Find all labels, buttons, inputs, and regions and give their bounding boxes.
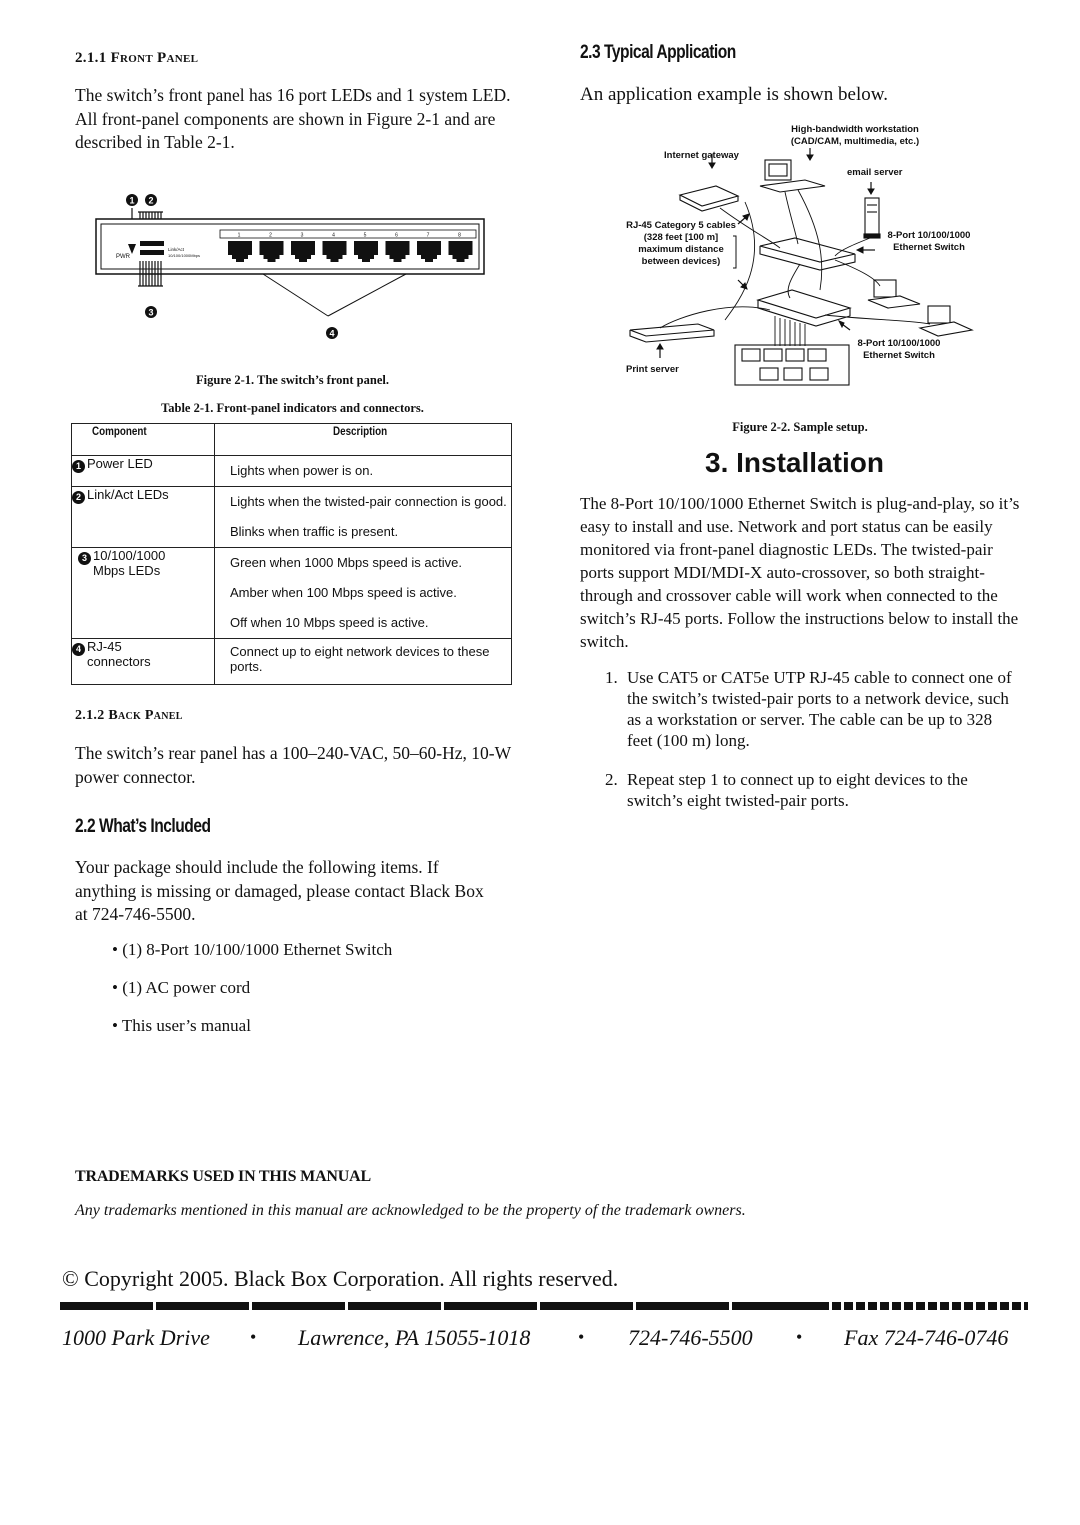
speed-led-row: [140, 250, 164, 255]
install-step: [605, 769, 1019, 811]
trademarks-heading: TRADEMARKS USED IN THIS MANUAL: [75, 1168, 371, 1185]
cable-spec-label: RJ-45 Category 5 cables (328 feet [100 m] maximum distance between devices): [626, 220, 736, 267]
front-panel-figure: [88, 186, 498, 346]
front-panel-table: [71, 423, 512, 685]
arrow-up-icon: [657, 344, 663, 349]
arrow-down-icon: [807, 155, 813, 160]
included-item: • (1) 8-Port 10/100/1000 Ethernet Switch: [112, 940, 393, 959]
arrow-up-left-icon: [839, 321, 844, 327]
figure-2-2-caption: Figure 2-2. Sample setup.: [732, 420, 868, 434]
table-cell-description: [215, 639, 512, 685]
footer-separator: •: [250, 1327, 257, 1347]
svg-text:4: 4: [329, 328, 335, 339]
ethernet-switch-2-icon: [758, 290, 850, 318]
description-line: Blinks when traffic is present.: [230, 524, 399, 539]
step-text: Use CAT5 or CAT5e UTP RJ-45 cable to connect one of the switch’s twisted-pair ports to a network device, such as a workstation or server. The cable can be up to 328 feet (100 m) long.: [627, 668, 1012, 750]
component-name: 10/100/1000 Mbps LEDs: [93, 548, 166, 578]
step-number: 2.: [605, 770, 618, 789]
callout-badge: 4: [72, 643, 85, 656]
svg-text:3: 3: [148, 307, 154, 318]
table-header-component: Component: [72, 424, 215, 456]
description-line: Connect up to eight network devices to these ports.: [230, 644, 490, 674]
footer-separator: •: [578, 1327, 585, 1347]
internet-gateway-label: Internet gateway: [664, 150, 739, 161]
description-line: Lights when power is on.: [230, 463, 374, 478]
table-cell-component: [72, 639, 215, 685]
port-leader-lines: [263, 274, 406, 316]
port-number: 7: [426, 232, 430, 239]
port-number-strip: [220, 230, 476, 238]
arrow-left-icon: [857, 247, 863, 253]
footer-fax: Fax 724-746-0746: [844, 1325, 1009, 1350]
workstation-label: High-bandwidth workstation (CAD/CAM, multimedia, etc.): [790, 124, 920, 147]
svg-text:2: 2: [148, 195, 154, 206]
back-panel-heading: [75, 708, 183, 724]
footer-phone: 724-746-5500: [628, 1325, 753, 1350]
front-panel-heading-number: 2.1.1: [75, 50, 111, 66]
figure-2-1-caption: Figure 2-1. The switch’s front panel.: [196, 373, 389, 387]
whats-included-heading: 2.2 What’s Included: [75, 816, 211, 837]
ethernet-switch-1-icon: [760, 238, 855, 262]
description-line: Lights when the twisted-pair connection is good.: [230, 494, 507, 509]
included-item: • This user’s manual: [112, 1016, 251, 1035]
back-panel-heading-number: 2.1.2: [75, 708, 109, 723]
port-number: 8: [458, 232, 461, 239]
workstation-base-icon: [760, 180, 825, 192]
whats-included-paragraph: Your package should include the following items. If anything is missing or damaged, please contact Black Box at 724-746-5500.: [75, 857, 484, 924]
callout-4: [326, 327, 338, 339]
table-row: [72, 456, 512, 487]
component-name: Link/Act LEDs: [87, 487, 169, 502]
network-cables: [660, 190, 930, 346]
step-number: 1.: [605, 668, 618, 687]
table-2-1-caption: Table 2-1. Front-panel indicators and connectors.: [161, 401, 424, 415]
workstation-icon: [928, 306, 950, 323]
port-number: 6: [395, 232, 398, 239]
footer-rule-tail: [820, 1302, 1028, 1310]
callout-2: [145, 194, 157, 206]
switch-2-label: 8-Port 10/100/1000 Ethernet Switch: [857, 338, 941, 361]
table-cell-description: [215, 548, 512, 639]
footer-separator: •: [796, 1327, 803, 1347]
install-step: [605, 667, 1019, 751]
link-led-row: [140, 241, 164, 246]
callout-badge: 1: [72, 460, 85, 473]
port-number: 2: [269, 232, 272, 239]
description-line: Amber when 100 Mbps speed is active.: [230, 585, 457, 600]
footer-address: 1000 Park Drive: [62, 1325, 210, 1350]
table-header-description: Description: [215, 424, 512, 456]
callout-1: [126, 194, 138, 206]
back-panel-heading-title: Back Panel: [108, 708, 183, 723]
table-row: [72, 548, 512, 639]
included-item: • (1) AC power cord: [112, 978, 251, 997]
email-server-label: email server: [847, 167, 903, 178]
svg-text:1: 1: [129, 195, 135, 206]
front-panel-heading: [75, 50, 198, 67]
callout-3: [145, 306, 157, 318]
table-header-row: [72, 424, 512, 456]
installation-heading: 3. Installation: [705, 447, 884, 478]
front-panel-paragraph: The switch’s front panel has 16 port LEDs and 1 system LED. All front-panel components are shown in Figure 2-1 and are described in Table 2-1.: [75, 85, 511, 152]
description-line: Off when 10 Mbps speed is active.: [230, 615, 429, 630]
table-cell-description: [215, 456, 512, 487]
table-cell-component: [72, 487, 215, 548]
arrow-down-icon: [868, 189, 874, 194]
table-row: [72, 639, 512, 685]
step-text: Repeat step 1 to connect up to eight devices to the switch’s eight twisted-pair ports.: [627, 770, 968, 810]
callout-badge: 2: [72, 491, 85, 504]
component-name: Power LED: [87, 456, 153, 471]
callout-badge: 3: [78, 552, 91, 565]
typical-application-heading: 2.3 Typical Application: [580, 42, 736, 63]
arrow-down-icon: [709, 163, 715, 168]
installation-paragraph: The 8-Port 10/100/1000 Ethernet Switch is plug-and-play, so it’s easy to install and use. Network and port status can be easily monitored via front-panel diagnostic LEDs. The twisted-pair ports support MDI/MDI-X auto-crossover, so both straight-through and crossover cable will work when connected to the switch’s RJ-45 ports. Follow the instructions below to install the switch.: [580, 494, 1020, 651]
copyright-notice: © Copyright 2005. Black Box Corporation. All rights reserved.: [62, 1266, 619, 1291]
print-server-label: Print server: [626, 364, 679, 375]
table-row: [72, 487, 512, 548]
print-server-icon: [630, 324, 714, 336]
table-cell-component: [72, 548, 215, 639]
link-act-label: Link/Act: [168, 247, 185, 252]
back-panel-paragraph: The switch’s rear panel has a 100–240-VAC, 50–60-Hz, 10-W power connector.: [75, 743, 511, 787]
footer-city: Lawrence, PA 15055-1018: [298, 1325, 531, 1350]
trademarks-text: Any trademarks mentioned in this manual are acknowledged to be the property of the trademark owners.: [75, 1202, 746, 1219]
switch-1-label: 8-Port 10/100/1000 Ethernet Switch: [887, 230, 971, 253]
description-line: Green when 1000 Mbps speed is active.: [230, 555, 462, 570]
port-number: 4: [332, 232, 335, 239]
table-cell-component: [72, 456, 215, 487]
component-name: RJ-45 connectors: [87, 639, 151, 669]
port-number: 5: [363, 232, 367, 239]
table-cell-description: [215, 487, 512, 548]
port-number: 1: [237, 232, 241, 239]
email-server-icon: [865, 198, 879, 234]
sample-setup-diagram: [620, 120, 990, 390]
front-panel-heading-title: Front Panel: [110, 50, 199, 66]
port-number: 3: [300, 232, 304, 239]
typical-application-paragraph: An application example is shown below.: [580, 84, 888, 105]
speed-label: 10/100/1000Mbps: [168, 253, 201, 258]
pwr-label: PWR: [116, 254, 130, 260]
